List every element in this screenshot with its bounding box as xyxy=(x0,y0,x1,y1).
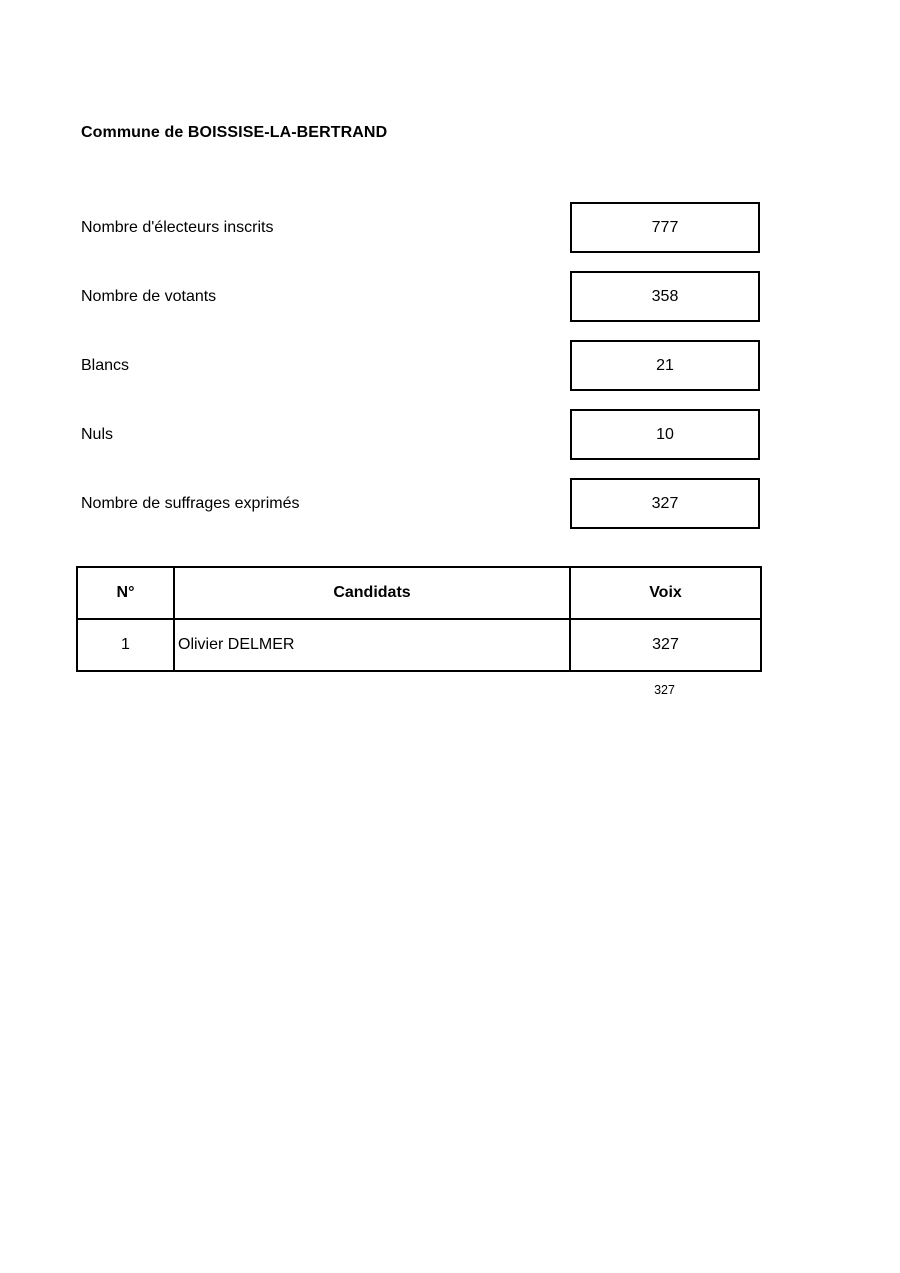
stat-label-inscrits: Nombre d'électeurs inscrits xyxy=(81,218,274,236)
stat-row-inscrits xyxy=(81,202,760,253)
stat-row-exprimes xyxy=(81,478,760,529)
candidates-table xyxy=(76,566,762,672)
stat-row-blancs xyxy=(81,340,760,391)
stat-value-votants: 358 xyxy=(570,271,760,322)
table-header-candidate: Candidats xyxy=(174,567,570,619)
table-header-row xyxy=(77,567,761,619)
stat-label-exprimes: Nombre de suffrages exprimés xyxy=(81,494,300,512)
stat-value-inscrits: 777 xyxy=(570,202,760,253)
stat-value-exprimes: 327 xyxy=(570,478,760,529)
stats-section xyxy=(81,202,760,547)
table-row xyxy=(77,619,761,671)
table-header-number: N° xyxy=(77,567,174,619)
table-cell-candidate: Olivier DELMER xyxy=(174,619,570,671)
table-cell-votes: 327 xyxy=(570,619,761,671)
stat-label-votants: Nombre de votants xyxy=(81,287,217,305)
page-title: Commune de BOISSISE-LA-BERTRAND xyxy=(81,124,388,141)
votes-total: 327 xyxy=(654,683,675,697)
stat-label-blancs: Blancs xyxy=(81,356,130,374)
stat-value-blancs: 21 xyxy=(570,340,760,391)
table-header-votes: Voix xyxy=(570,567,761,619)
stat-value-nuls: 10 xyxy=(570,409,760,460)
stat-label-nuls: Nuls xyxy=(81,425,114,443)
stat-row-votants xyxy=(81,271,760,322)
table-cell-number: 1 xyxy=(77,619,174,671)
stat-row-nuls xyxy=(81,409,760,460)
